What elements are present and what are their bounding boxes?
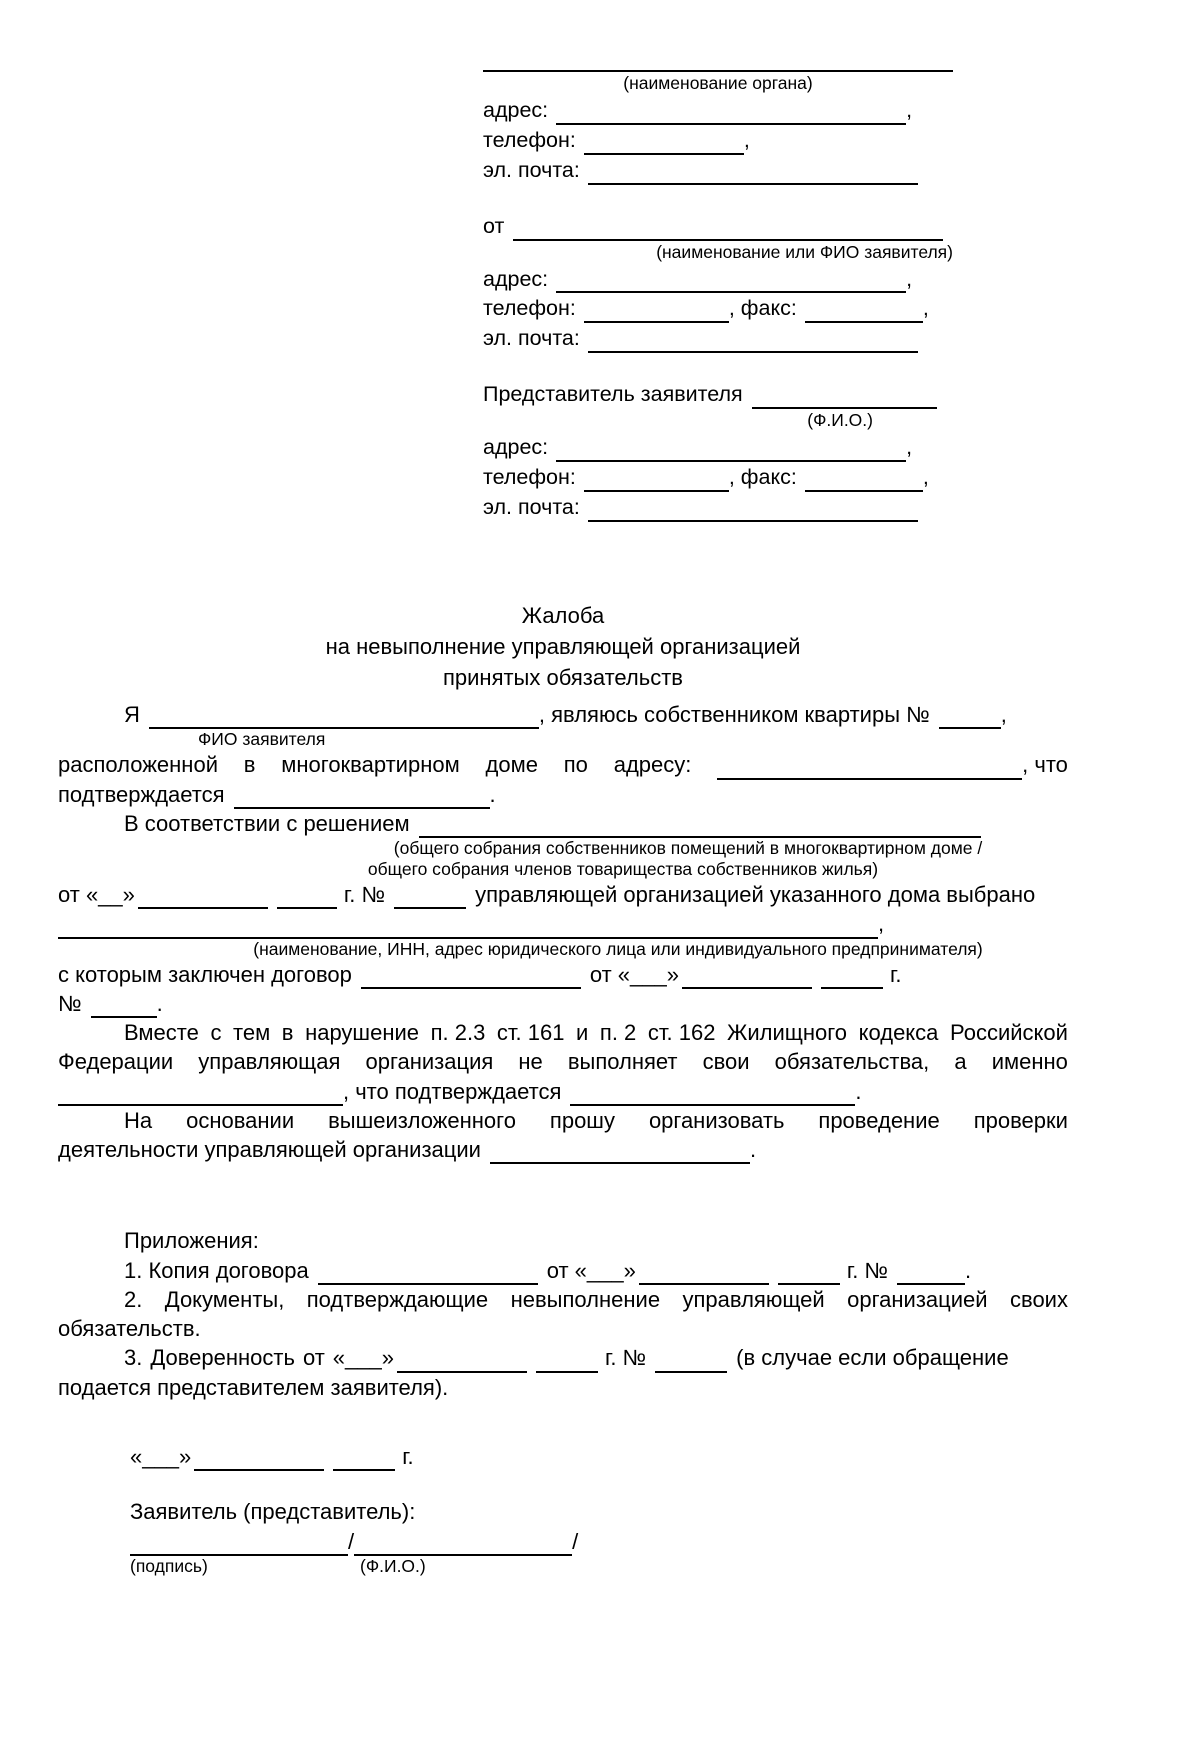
attachment-2-word-2: подтверждающие [306,1286,489,1312]
request-word-3: прошу [549,1107,615,1133]
request-word-1: основании [186,1107,295,1133]
applicant-fio-caption-body: ФИО заявителя [198,729,326,750]
applicant-address-row [483,266,953,294]
spacer-signature-inner [58,1471,1068,1497]
addressee-address-blank[interactable] [556,104,906,125]
para-address-row [58,750,1068,779]
attachment-3-tail: (в случае если обращение [736,1345,1009,1371]
violation-detail-blank[interactable] [58,1085,343,1106]
addressee-address-comma: , [906,97,913,122]
attachment-3-word-2: от [302,1345,325,1371]
attachment-1-label: 1. Копия договора [124,1257,309,1283]
violation2-word-7: а [954,1049,967,1075]
applicant-address-label: адрес: [483,266,549,291]
representative-address-comma: , [906,435,913,460]
applicant-name-blank[interactable] [513,220,943,241]
signature-fio-caption: (Ф.И.О.) [360,1556,426,1577]
para-violation-row-3 [58,1077,1068,1106]
signature-label: Заявитель (представитель): [130,1499,416,1525]
attachment-2-word-0: 2. [124,1286,143,1312]
attachment-2-word-3: невыполнение [510,1286,661,1312]
attachment-3-year-blank[interactable] [536,1352,598,1373]
violation-word-5: п. 2.3 [430,1020,486,1045]
signature-year-blank[interactable] [333,1450,395,1471]
para-org-name-row [58,909,1068,938]
attachment-item-2-line2 [58,1314,1068,1343]
violation2-word-6: обязательства, [774,1049,930,1075]
attachment-3-word-1: Доверенность [150,1345,295,1371]
page-title: Жалоба [521,603,605,628]
para-confirm-dot: . [489,781,496,807]
applicant-address-blank[interactable] [556,272,906,293]
applicant-fax-label: , факс: [728,296,797,321]
violation-word-6: ст. 161 [496,1020,565,1045]
org-name-comma: , [878,911,885,937]
addressee-email-blank[interactable] [588,164,918,185]
violation-word-12: Российской [950,1020,1068,1045]
violation2-word-3: не [518,1049,543,1075]
applicant-fax-blank[interactable] [805,302,923,323]
decision-date-prefix: от «__» [58,882,135,907]
attachment-item-2 [58,1285,1068,1314]
attachment-3-num-blank[interactable] [655,1352,727,1373]
attachments-heading-row [58,1226,1068,1255]
request-word-5: проведение [818,1107,940,1133]
decision-number-blank[interactable] [394,888,466,909]
para-violation-row-1 [58,1018,1068,1047]
attachment-item-3-line2 [58,1373,1068,1402]
representative-email-row [483,494,953,522]
decision-month-blank[interactable] [138,888,268,909]
representative-address-blank[interactable] [556,441,906,462]
word-adresu: адресу: [613,752,692,778]
applicant-email-row [483,325,953,353]
representative-phone-row [483,464,953,492]
document-subtitle-line-1: на невыполнение управляющей организацией [325,634,801,660]
attachment-3-word-3: «___» [332,1345,394,1371]
spacer-after-addressee [483,185,953,211]
request-word-0: На [124,1107,153,1133]
attachment-1-month-blank[interactable] [639,1264,769,1285]
request-word-4: организовать [648,1107,785,1133]
representative-email-blank[interactable] [588,501,918,522]
representative-address-row [483,434,953,462]
violation-word-3: в [281,1020,294,1045]
contract-num-label: № [58,990,82,1016]
violation-word-0: Вместе [124,1020,199,1045]
decision-number-label: г. № [343,882,386,907]
decision-body-blank[interactable] [419,817,981,838]
representative-fax-blank[interactable] [805,471,923,492]
addressee-email-label: эл. почта: [483,157,580,182]
spacer-before-attachments [58,1164,1068,1204]
attachment-1-contract-blank[interactable] [318,1264,538,1285]
applicant-fax-comma: , [922,296,929,321]
representative-label: Представитель заявителя [483,382,743,407]
violation-word-7: и [576,1020,589,1045]
signature-fio-blank[interactable] [354,1535,572,1556]
request-word-2: вышеизложенного [328,1107,516,1133]
para-decision-label: В соответствии с решением [124,810,410,836]
para-address-tail: , что [1022,752,1068,778]
applicant-from-label: от [483,213,505,238]
signature-month-blank[interactable] [194,1450,324,1471]
inspection-target-blank[interactable] [490,1143,750,1164]
violation-word-10: Жилищного [727,1020,848,1045]
spacer-before-signature [58,1402,1068,1442]
attachment-3-num-label: г. № [604,1345,647,1371]
para-contract-row [58,960,1068,989]
word-po: по [563,752,588,778]
contract-label: с которым заключен договор [58,961,352,987]
contract-number-blank[interactable] [361,968,581,989]
attachment-3-month-blank[interactable] [397,1352,527,1373]
spacer-before-attachments-2 [58,1204,1068,1226]
management-org-blank[interactable] [58,918,878,939]
request-org-label: деятельности управляющей организации [58,1137,481,1162]
addressee-phone-row [483,127,953,155]
attachment-2-word-1: Документы, [164,1286,285,1312]
violation-word-11: кодекса [858,1020,939,1045]
request-word-6: проверки [973,1107,1068,1133]
representative-fax-label: , факс: [728,465,797,490]
document-title-block [58,600,1068,694]
document-sheet [58,0,1068,1747]
decision-caption-line-1: (общего собрания собственников помещений в многоквартирном доме / [393,838,983,858]
signature-captions-row [58,1556,1068,1577]
signature-block [58,1442,1068,1577]
violation-word-8: п. 2 [599,1020,637,1045]
attachments-heading: Приложения: [124,1228,259,1254]
applicant-phone-blank[interactable] [584,302,729,323]
violation-word-2: тем [233,1020,271,1045]
contract-num-blank[interactable] [91,997,157,1018]
representative-fio-caption: (Ф.И.О.) [807,410,873,431]
house-address-blank[interactable] [717,759,1022,780]
applicant-phone-row [483,295,953,323]
representative-row [483,381,953,409]
attachment-2-word-4: управляющей [682,1286,825,1312]
contract-month-blank[interactable] [682,968,812,989]
para-request-row-1 [58,1106,1068,1135]
addressee-phone-label: телефон: [483,127,576,152]
violation2-word-1: управляющая [198,1049,341,1075]
signature-year-label: г. [402,1443,414,1469]
violation-word-9: ст. 162 [647,1020,716,1045]
para-contract-num-row [58,989,1068,1018]
attachment-1-num-label: г. № [846,1257,889,1283]
contract-num-dot: . [156,990,163,1016]
document-subtitle-line-2: принятых обязательств [442,665,683,691]
violation-word-1: с [210,1020,222,1045]
violation2-word-8: именно [991,1049,1068,1075]
addressee-email-row [483,157,953,185]
para-owner-prefix: Я [124,702,140,727]
applicant-email-label: эл. почта: [483,326,580,351]
addressee-block [483,52,953,522]
attachment-item-1 [58,1256,1068,1285]
para-owner-end: , [1000,702,1007,727]
addressee-address-label: адрес: [483,97,549,122]
document-body [58,700,1068,1577]
para-owner-mid: , являюсь собственником квартиры № [538,702,930,727]
attachment-2-line2: обязательств. [58,1316,201,1341]
para-decision-row [58,809,1068,838]
word-raspolozhennoy: расположенной [58,752,218,778]
representative-address-label: адрес: [483,435,549,460]
violation-proof-blank[interactable] [570,1085,855,1106]
attachment-1-dot: . [965,1257,972,1283]
violation2-word-4: выполняет [567,1049,678,1075]
contract-year-blank[interactable] [821,968,883,989]
decision-caption-line-2: общего собрания членов товарищества собственников жилья) [367,859,879,879]
violation-word-4: нарушение [305,1020,419,1045]
para-confirm-label: подтверждается [58,781,225,807]
request-dot: . [749,1137,757,1162]
org-name-caption: (наименование, ИНН, адрес юридического лица или индивидуального предпринимателя) [253,938,983,959]
violation-confirm-dot: . [855,1078,862,1104]
attachment-1-year-blank[interactable] [778,1264,840,1285]
addressee-address-row [483,97,953,125]
signature-slash-1: / [348,1528,355,1554]
representative-fax-comma: , [922,465,929,490]
representative-phone-label: телефон: [483,465,576,490]
violation2-word-2: организация [365,1049,494,1075]
signature-blank[interactable] [130,1535,348,1556]
attachment-2-word-5: организацией [847,1286,988,1312]
representative-phone-blank[interactable] [584,471,729,492]
para-violation-row-2 [58,1047,1068,1076]
attachment-3-line2: подается представителем заявителя). [58,1374,449,1400]
signature-lines-row [58,1527,1068,1556]
para-request-row-2 [58,1135,1068,1164]
attachment-2-word-6: своих [1010,1286,1068,1312]
applicant-name-caption: (наименование или ФИО заявителя) [656,241,953,262]
word-v: в [243,752,256,778]
para-owner-row [58,700,1068,729]
attachment-1-num-blank[interactable] [897,1264,965,1285]
para-decision-date-row [58,880,1068,909]
violation-confirm-label: , что подтверждается [343,1078,562,1104]
ownership-proof-blank[interactable] [234,788,490,809]
signature-caption: (подпись) [130,1556,208,1577]
organ-name-caption: (наименование органа) [623,73,813,93]
addressee-phone-comma: , [743,127,750,152]
para-confirm-row [58,780,1068,809]
attachment-1-date-prefix: от «___» [546,1257,636,1283]
applicant-from-row [483,213,953,241]
representative-email-label: эл. почта: [483,495,580,519]
signature-slash-2: / [572,1528,579,1554]
spacer-after-applicant [483,353,953,379]
decision-tail-text: управляющей организацией указанного дома выбрано [475,882,1036,907]
apartment-number-blank[interactable] [939,708,1001,729]
signature-date-row [58,1442,1068,1471]
organ-name-blank[interactable] [483,52,953,72]
signature-date-prefix: «___» [130,1443,192,1469]
attachment-item-3 [58,1343,1068,1372]
word-mnogokvartirnom: многоквартирном [281,752,460,778]
addressee-phone-blank[interactable] [584,134,744,155]
violation2-word-5: свои [702,1049,750,1075]
signature-label-row [58,1497,1068,1526]
contract-date-prefix: от «___» [589,961,679,987]
representative-name-blank[interactable] [752,388,937,409]
applicant-address-comma: , [906,266,913,291]
applicant-email-blank[interactable] [588,332,918,353]
word-dome: доме [485,752,538,778]
attachment-3-word-0: 3. [124,1345,143,1371]
applicant-fio-blank[interactable] [149,708,539,729]
applicant-phone-label: телефон: [483,296,576,321]
decision-year-blank[interactable] [277,888,337,909]
violation2-word-0: Федерации [58,1049,174,1075]
contract-year-label: г. [889,961,902,987]
